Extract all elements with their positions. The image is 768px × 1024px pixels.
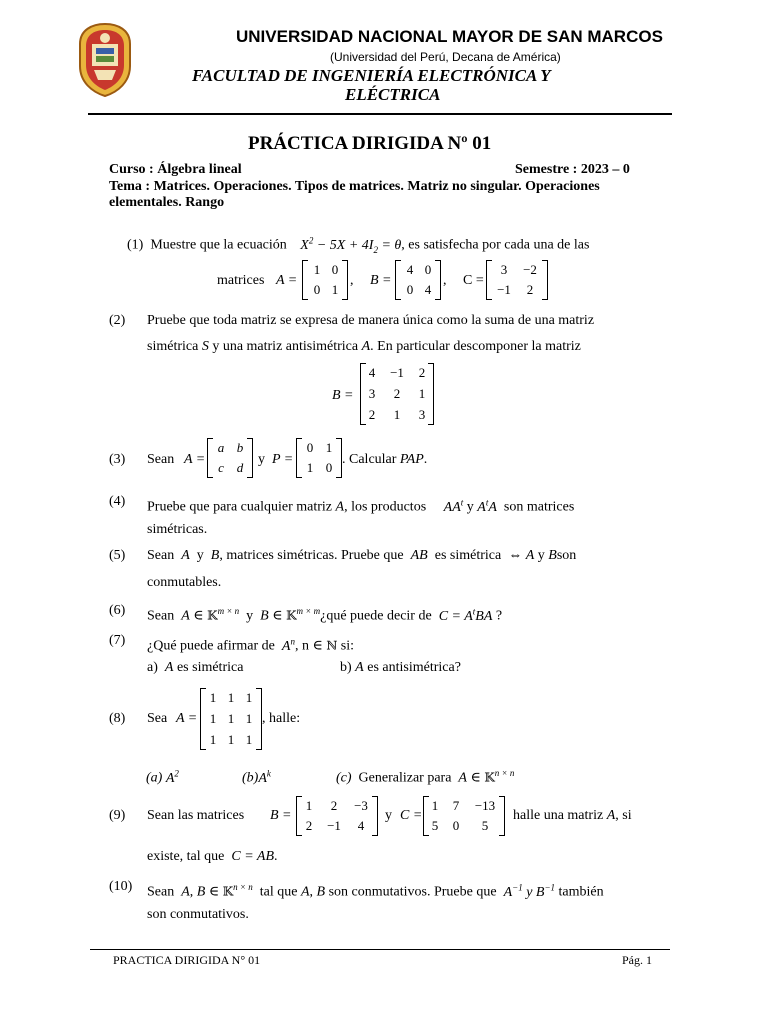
problem-text: ¿Qué puede afirmar de <box>147 638 275 654</box>
problem-10-line1: Sean A, B ∈ 𝕂$^{n \times n}$ tal que A, B son conmutativos. Pruebe que $A^{-1}$ y $B^{-1}$ también <box>147 882 604 900</box>
matrix-label-B: B = <box>332 388 354 403</box>
topic-line2: elementales. Rango <box>109 195 225 210</box>
problem-text: son matrices <box>503 499 575 515</box>
university-name: UNIVERSIDAD NACIONAL MAYOR DE SAN MARCOS <box>236 27 663 46</box>
topic-line1: Tema : Matrices. Operaciones. Tipos de matrices. Matriz no singular. Operaciones <box>109 179 600 194</box>
problem-text: y una matriz antisimétrica <box>212 339 359 354</box>
problem-text: es simétrica <box>434 548 502 563</box>
matrix-cell: 1 <box>418 386 426 401</box>
problem-text: existe, tal que <box>147 849 225 864</box>
problem-text: , matrices simétricas. Pruebe que <box>219 548 404 563</box>
matrix-A-p1 <box>302 260 348 300</box>
matrix-cell: 0 <box>452 818 460 833</box>
matrix-B-p1 <box>395 260 441 300</box>
equation: $X^2 - 5X + 4I_2 = \theta$ <box>300 235 402 255</box>
matrix-cell: 1 <box>245 711 253 726</box>
problem-text: Generalizar para <box>358 770 452 786</box>
matrix-cell: −1 <box>327 818 341 833</box>
problem-text: Muestre que la ecuación <box>150 237 287 253</box>
matrix-cell: 4 <box>424 282 432 297</box>
problem-8-item-c: (c) Generalizar para A ∈ 𝕂$^{n \times n}$ <box>336 768 515 786</box>
problem-text: . Calcular <box>342 452 397 467</box>
problem-text: Pruebe que para cualquier matriz <box>147 499 333 515</box>
problem-text: y <box>385 808 392 823</box>
problem-text: ¿qué puede decir de <box>320 608 432 624</box>
matrix-cell: 1 <box>305 798 313 813</box>
matrix-cell: 5 <box>431 818 439 833</box>
matrix-cell: 2 <box>393 386 401 401</box>
matrix-cell: −1 <box>497 282 511 297</box>
matrix-label-P: P = <box>272 452 294 467</box>
header-divider <box>88 113 672 115</box>
matrix-cell: 1 <box>431 798 439 813</box>
comma: , <box>350 273 354 288</box>
footer-divider <box>90 949 670 950</box>
matrix-label-A: A = <box>176 711 198 726</box>
matrix-cell: 4 <box>368 365 376 380</box>
course-label: Curso : Álgebra lineal <box>109 162 242 177</box>
matrix-cell: −1 <box>390 365 404 380</box>
page-number: Pág. 1 <box>622 953 652 967</box>
matrix-cell: 4 <box>357 818 365 833</box>
matrix-cell: 0 <box>331 262 339 277</box>
matrix-cell: 1 <box>313 262 321 277</box>
matrix-C-p1 <box>486 260 548 300</box>
matrix-cell: c <box>218 460 224 475</box>
matrix-cell: 2 <box>526 282 534 297</box>
matrix-cell: 2 <box>330 798 338 813</box>
matrix-cell: 1 <box>393 407 401 422</box>
matrix-cell: 1 <box>331 282 339 297</box>
matrix-cell: 3 <box>418 407 426 422</box>
matrix-cell: 1 <box>245 690 253 705</box>
matrix-cell: 1 <box>245 732 253 747</box>
matrix-cell: 1 <box>209 732 217 747</box>
problem-text: simétrica <box>147 339 199 354</box>
faculty-name-line2: ELÉCTRICA <box>345 85 441 104</box>
problem-text: también <box>558 884 604 900</box>
problem-text: conmutables. <box>147 575 222 590</box>
problem-text: si: <box>340 638 355 654</box>
matrix-cell: 4 <box>406 262 414 277</box>
problem-text: y <box>246 608 254 624</box>
problem-text: halle una matriz <box>513 808 604 823</box>
comma: , <box>443 273 447 288</box>
problem-2-line2: simétrica S y una matriz antisimétrica A. En particular descomponer la matriz <box>147 339 581 354</box>
problem-text: y <box>466 499 474 515</box>
problem-number: (9) <box>109 808 126 823</box>
matrix-label-C: C = <box>463 273 484 288</box>
problem-text: , los productos <box>344 499 427 515</box>
matrix-cell: 1 <box>209 711 217 726</box>
matrix-cell: 1 <box>227 711 235 726</box>
matrix-cell: 2 <box>418 365 426 380</box>
problem-text: Sean <box>147 452 175 467</box>
item-marker: (a) <box>146 770 163 786</box>
problem-text: es antisimétrica? <box>367 660 461 675</box>
footer-title: PRACTICA DIRIGIDA N° 01 <box>113 953 261 967</box>
matrix-cell: 0 <box>406 282 414 297</box>
problem-text: Sean <box>147 548 175 563</box>
matrix-label-C: C = <box>400 808 423 823</box>
matrix-cell: 3 <box>500 262 508 277</box>
problem-number: (7) <box>109 633 126 648</box>
item-marker: (b) <box>242 770 259 786</box>
problem-5-line1: Sean A y B, matrices simétricas. Pruebe que AB es simétrica ⇔ A y Bson <box>147 548 577 563</box>
problem-text: Sean las matrices <box>147 808 245 823</box>
problem-3-tail: . Calcular PAP. <box>342 452 428 467</box>
matrix-label-B: B = <box>370 273 392 288</box>
problem-8-item-a: (a) $A^2$ <box>146 768 179 786</box>
problem-text: Sean <box>147 884 175 900</box>
problem-7-line: ¿Qué puede afirmar de $A^n$, n ∈ ℕ si: <box>147 636 355 654</box>
problem-7-option-b: b) A es antisimétrica? <box>340 660 461 675</box>
problem-number: (8) <box>109 711 126 726</box>
semester-label: Semestre : 2023 – 0 <box>515 162 630 177</box>
matrix-A-p8 <box>200 688 262 750</box>
page-title: PRÁCTICA DIRIGIDA Nº 01 <box>248 133 492 154</box>
matrix-cell: 7 <box>452 798 460 813</box>
matrix-cell: 1 <box>325 440 333 455</box>
problem-number: (4) <box>109 494 126 509</box>
problem-text: , halle: <box>262 711 301 726</box>
problem-9-tail: halle una matriz A, si <box>513 808 632 823</box>
problem-4-line1: Pruebe que para cualquier matriz A, los productos $AA^t$ y $A^tA$ son matrices <box>147 497 575 515</box>
faculty-name-line1: FACULTAD DE INGENIERÍA ELECTRÓNICA Y <box>192 66 551 85</box>
matrix-cell: 0 <box>306 440 314 455</box>
problem-text: y <box>196 548 204 563</box>
problem-text: matrices <box>217 273 265 288</box>
matrix-cell: 1 <box>227 732 235 747</box>
problem-text: Sean <box>147 608 175 624</box>
problem-9-line2: existe, tal que C = AB. <box>147 849 278 864</box>
problem-number: (2) <box>109 313 126 328</box>
matrix-cell: d <box>236 460 244 475</box>
matrix-cell: 1 <box>227 690 235 705</box>
option-marker: a) <box>147 660 158 675</box>
matrix-cell: 1 <box>209 690 217 705</box>
problem-1 <box>127 232 589 257</box>
problem-text: . En particular descomponer la matriz <box>370 339 581 354</box>
matrix-cell: 3 <box>368 386 376 401</box>
matrix-cell: −13 <box>474 798 496 813</box>
item-marker: (c) <box>336 770 352 786</box>
problem-text: son <box>556 548 577 563</box>
problem-text: tal que <box>259 884 298 900</box>
university-seal-logo <box>76 22 134 98</box>
problem-number: (5) <box>109 548 126 563</box>
matrix-P-p3 <box>296 438 342 478</box>
matrix-cell: 0 <box>313 282 321 297</box>
university-subtitle: (Universidad del Perú, Decana de América) <box>330 50 561 64</box>
matrix-cell: 0 <box>325 460 333 475</box>
problem-7-option-a: a) A es simétrica <box>147 660 244 675</box>
matrix-label-A: A = <box>276 273 298 288</box>
matrix-label-B: B = <box>270 808 292 823</box>
problem-number: (3) <box>109 452 126 467</box>
matrix-A-p3 <box>207 438 253 478</box>
matrix-cell: 2 <box>368 407 376 422</box>
matrix-cell: a <box>217 440 225 455</box>
matrix-B-p2 <box>360 363 434 425</box>
option-marker: b) <box>340 660 352 675</box>
problem-8-item-b: $(b)A^k$ <box>242 768 271 786</box>
matrix-cell: 1 <box>306 460 314 475</box>
matrix-cell: 5 <box>481 818 489 833</box>
problem-text: simétricas. <box>147 522 208 537</box>
problem-text: PAP <box>399 452 424 467</box>
problem-text: , si <box>615 808 632 823</box>
problem-6-line: Sean A ∈ 𝕂$^{m \times n}$ y B ∈ 𝕂$^{m \times m}$¿qué puede decir de $C = A^tBA$ ? <box>147 606 503 624</box>
problem-text: Pruebe que toda matriz se expresa de manera única como la suma de una matriz <box>147 313 595 328</box>
problem-number: (6) <box>109 603 126 618</box>
problem-text: y <box>258 452 265 467</box>
matrix-cell: 2 <box>305 818 313 833</box>
matrix-cell: −3 <box>354 798 368 813</box>
problem-text: Sea <box>147 711 168 726</box>
problem-number: (10) <box>109 879 133 894</box>
matrix-C-p9 <box>423 796 505 836</box>
problem-text: es simétrica <box>176 660 244 675</box>
problem-text: , es satisfecha por cada una de las <box>401 237 590 253</box>
matrix-B-p9 <box>296 796 378 836</box>
problem-text: son conmutativos. <box>147 907 249 922</box>
matrix-cell: −2 <box>523 262 537 277</box>
problem-number: (1) <box>127 237 144 253</box>
matrix-cell: 0 <box>424 262 432 277</box>
problem-text: son conmutativos. Pruebe que <box>328 884 497 900</box>
matrix-cell: b <box>236 440 244 455</box>
matrix-label-A: A = <box>184 452 206 467</box>
